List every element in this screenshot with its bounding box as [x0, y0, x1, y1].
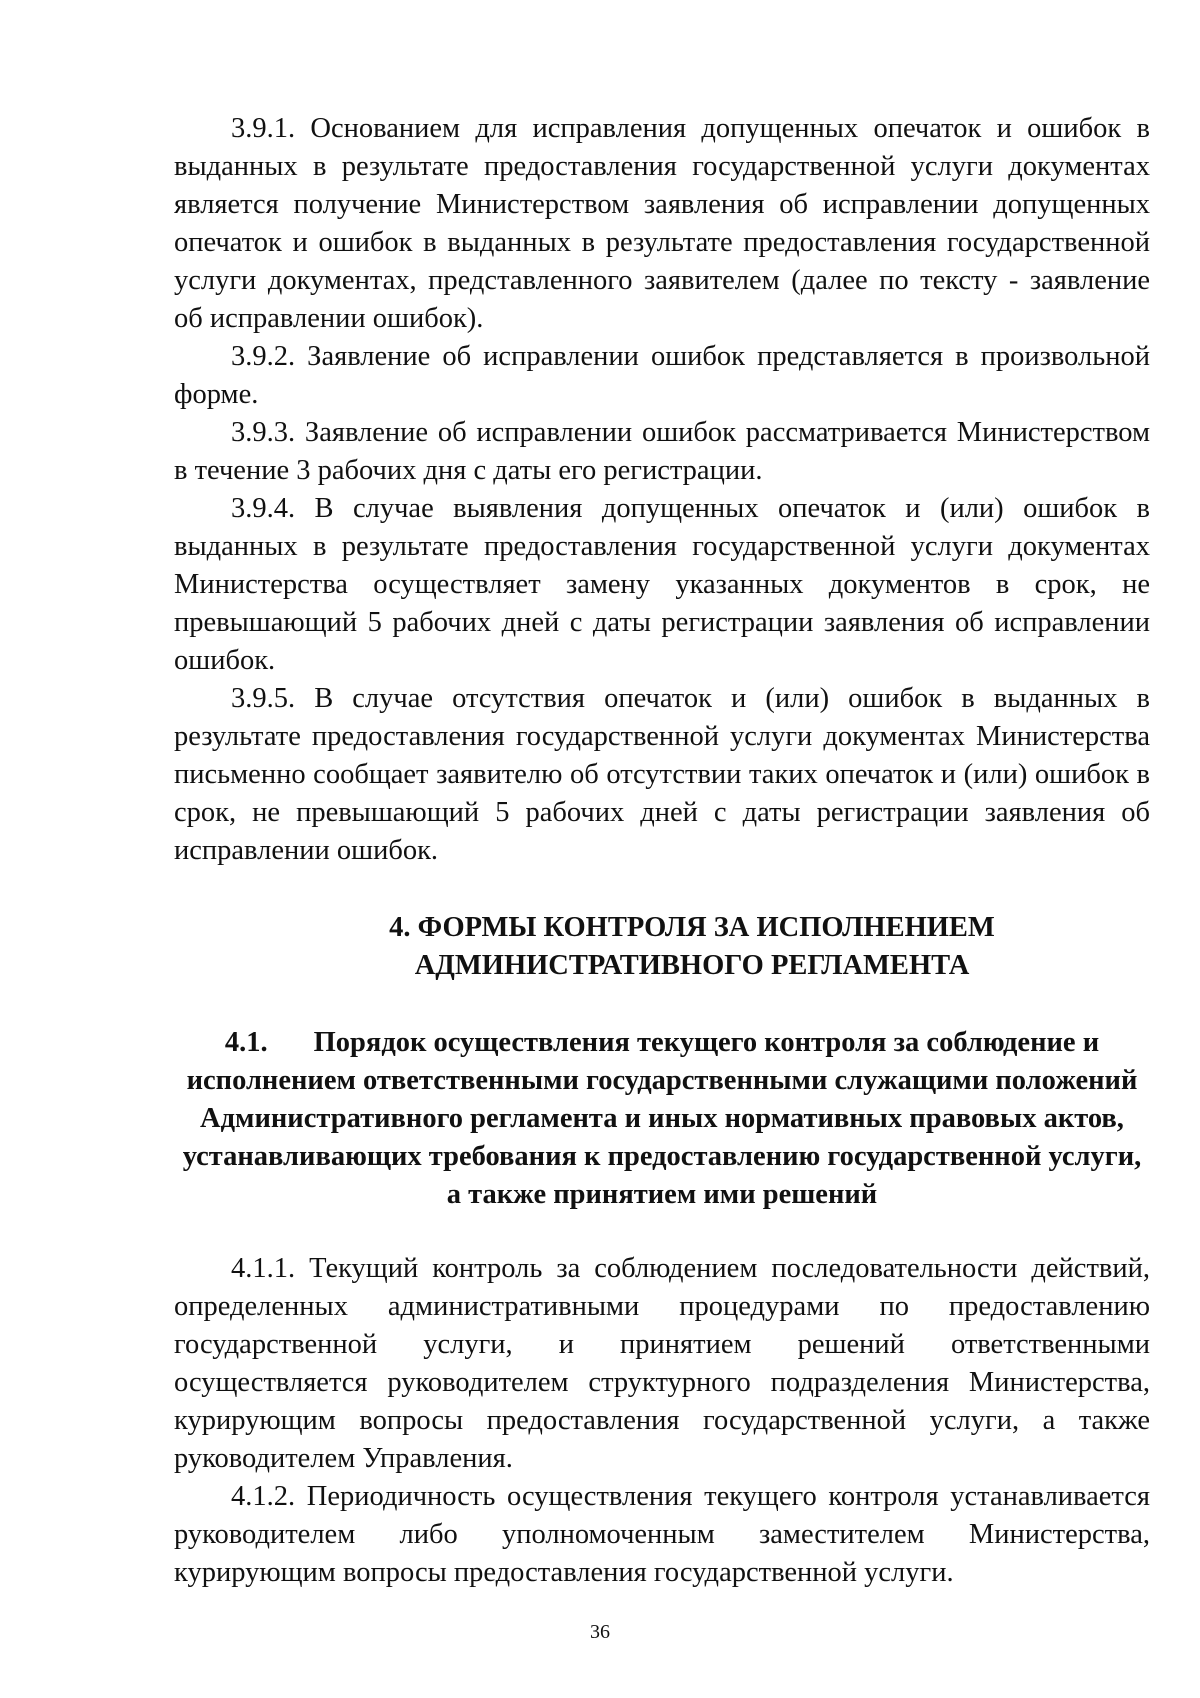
- section-4-1-title-text: Порядок осуществления текущего контроля за соблюдение и исполнением ответственными государственными служащими положений Административного регламента и иных нормативных правовых актов, устанавливающих требования к предоставлению государственной услуги, а также принятием ими решений: [182, 1027, 1142, 1210]
- section-4-1-heading: [174, 1024, 1150, 1214]
- section-4-1-title: [174, 1024, 1150, 1214]
- paragraph-4-1-2: 4.1.2. Периодичность осуществления текущего контроля устанавливается руководителем либо уполномоченным заместителем Министерства, курирующим вопросы предоставления государственной услуги.: [174, 1481, 1150, 1588]
- page-number: 36: [590, 1621, 610, 1643]
- section-4-1-number: 4.1.: [224, 1027, 268, 1058]
- document-page: [174, 110, 1150, 1592]
- paragraph-3-9-5: 3.9.5. В случае отсутствия опечаток и (или) ошибок в выданных в результате предоставления государственной услуги документах Министерства письменно сообщает заявителю об отсутствии таких опечаток и (или) ошибок в срок, не превышающий 5 рабочих дней с даты регистрации заявления об исправлении ошибок.: [174, 683, 1150, 866]
- paragraph-3-9-1: 3.9.1. Основанием для исправления допущенных опечаток и ошибок в выданных в результате предоставления государственной услуги документах является получение Министерством заявления об исправлении допущенных опечаток и ошибок в выданных в результате предоставления государственной услуги документах, представленного заявителем (далее по тексту - заявление об исправлении ошибок).: [174, 113, 1150, 334]
- paragraph-3-9-4: 3.9.4. В случае выявления допущенных опечаток и (или) ошибок в выданных в результате предоставления государственной услуги документах Министерства осуществляет замену указанных документов в срок, не превышающий 5 рабочих дней с даты регистрации заявления об исправлении ошибок.: [174, 493, 1150, 676]
- section-4-title-line1: 4. ФОРМЫ КОНТРОЛЯ ЗА ИСПОЛНЕНИЕМ: [389, 912, 995, 943]
- section-4-title-line2: АДМИНИСТРАТИВНОГО РЕГЛАМЕНТА: [414, 950, 970, 981]
- section-4-heading: [174, 909, 1150, 985]
- paragraph-3-9-2: 3.9.2. Заявление об исправлении ошибок представляется в произвольной форме.: [174, 341, 1150, 410]
- paragraph-4-1-1: 4.1.1. Текущий контроль за соблюдением последовательности действий, определенных административными процедурами по предоставлению государственной услуги, и принятием решений ответственными осуществляется руководителем структурного подразделения Министерства, курирующим вопросы предоставления государственной услуги, а также руководителем Управления.: [174, 1253, 1150, 1474]
- paragraph-3-9-3: 3.9.3. Заявление об исправлении ошибок рассматривается Министерством в течение 3 рабочих дня с даты его регистрации.: [174, 417, 1150, 486]
